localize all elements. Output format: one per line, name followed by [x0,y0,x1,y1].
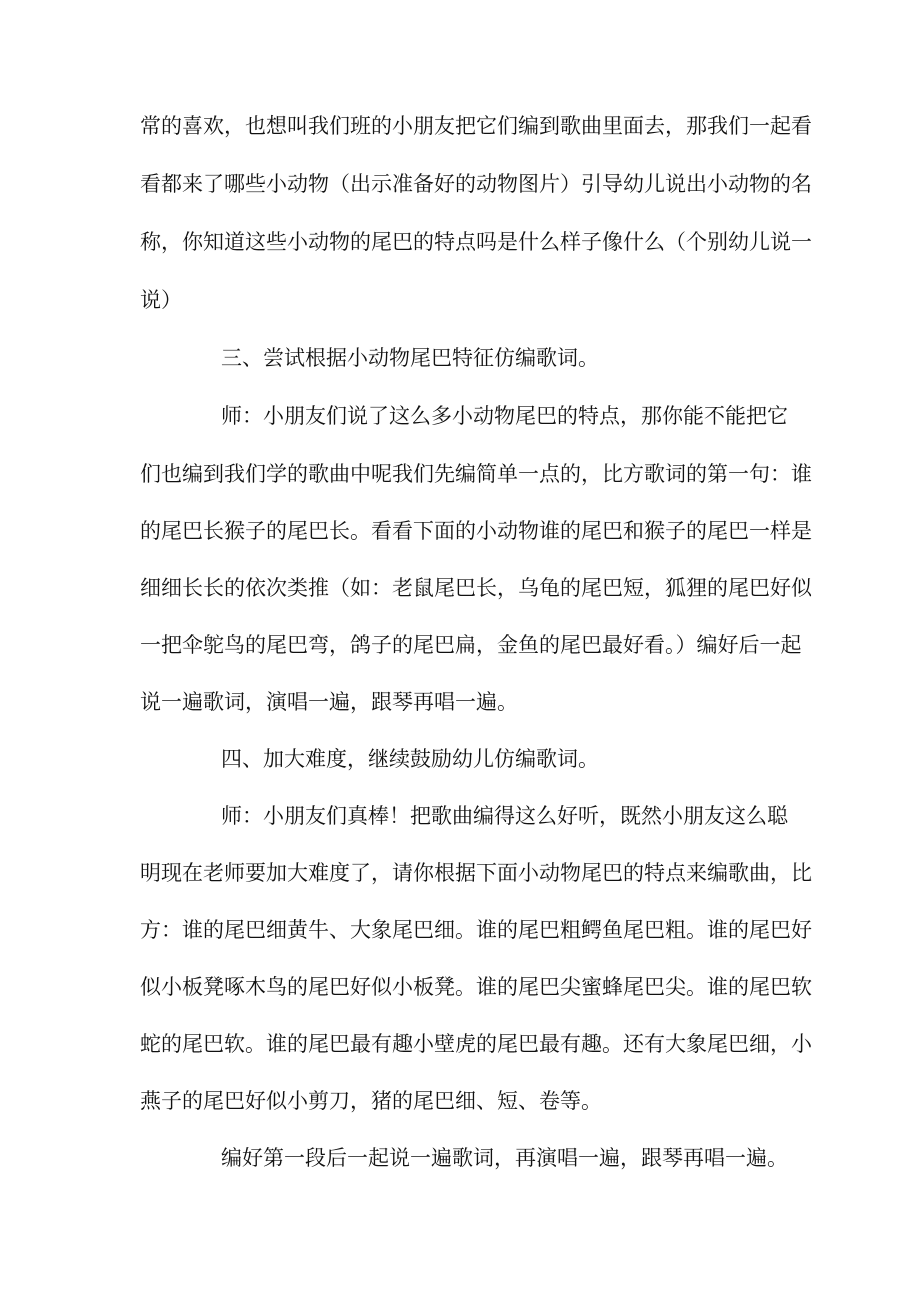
text-line-8: 的尾巴长猴子的尾巴长。看看下面的小动物谁的尾巴和猴子的尾巴一样是 [140,519,812,543]
text-line-19: 编好第一段后一起说一遍歌词，再演唱一遍，跟琴再唱一遍。 [221,1146,788,1170]
section-heading-3: 三、尝试根据小动物尾巴特征仿编歌词。 [221,346,599,370]
text-line-16: 似小板凳啄木鸟的尾巴好似小板凳。谁的尾巴尖蜜蜂尾巴尖。谁的尾巴软 [140,975,812,999]
text-line-17: 蛇的尾巴软。谁的尾巴最有趣小壁虎的尾巴最有趣。还有大象尾巴细，小 [140,1032,812,1056]
text-line-7: 们也编到我们学的歌曲中呢我们先编简单一点的，比方歌词的第一句：谁 [140,462,812,486]
text-line-18: 燕子的尾巴好似小剪刀，猪的尾巴细、短、卷等。 [140,1089,602,1113]
text-line-6: 师：小朋友们说了这么多小动物尾巴的特点，那你能不能把它 [221,404,788,428]
text-line-15: 方：谁的尾巴细黄牛、大象尾巴细。谁的尾巴粗鳄鱼尾巴粗。谁的尾巴好 [140,918,812,942]
section-heading-4: 四、加大难度，继续鼓励幼儿仿编歌词。 [221,747,599,771]
text-line-1: 常的喜欢，也想叫我们班的小朋友把它们编到歌曲里面去，那我们一起看 [140,114,812,138]
text-line-9: 细细长长的依次类推（如：老鼠尾巴长，乌龟的尾巴短，狐狸的尾巴好似 [140,576,812,600]
text-line-2: 看都来了哪些小动物（出示准备好的动物图片）引导幼儿说出小动物的名 [140,172,812,196]
text-line-3: 称，你知道这些小动物的尾巴的特点吗是什么样子像什么（个别幼儿说一 [140,230,812,254]
text-line-10: 一把伞鸵鸟的尾巴弯，鸽子的尾巴扁，金鱼的尾巴最好看。）编好后一起 [140,633,802,657]
text-line-11: 说一遍歌词，演唱一遍，跟琴再唱一遍。 [140,690,518,714]
text-line-14: 明现在老师要加大难度了，请你根据下面小动物尾巴的特点来编歌曲，比 [140,861,812,885]
text-line-13: 师：小朋友们真棒！把歌曲编得这么好听，既然小朋友这么聪 [221,804,788,828]
text-line-4: 说） [140,288,182,312]
